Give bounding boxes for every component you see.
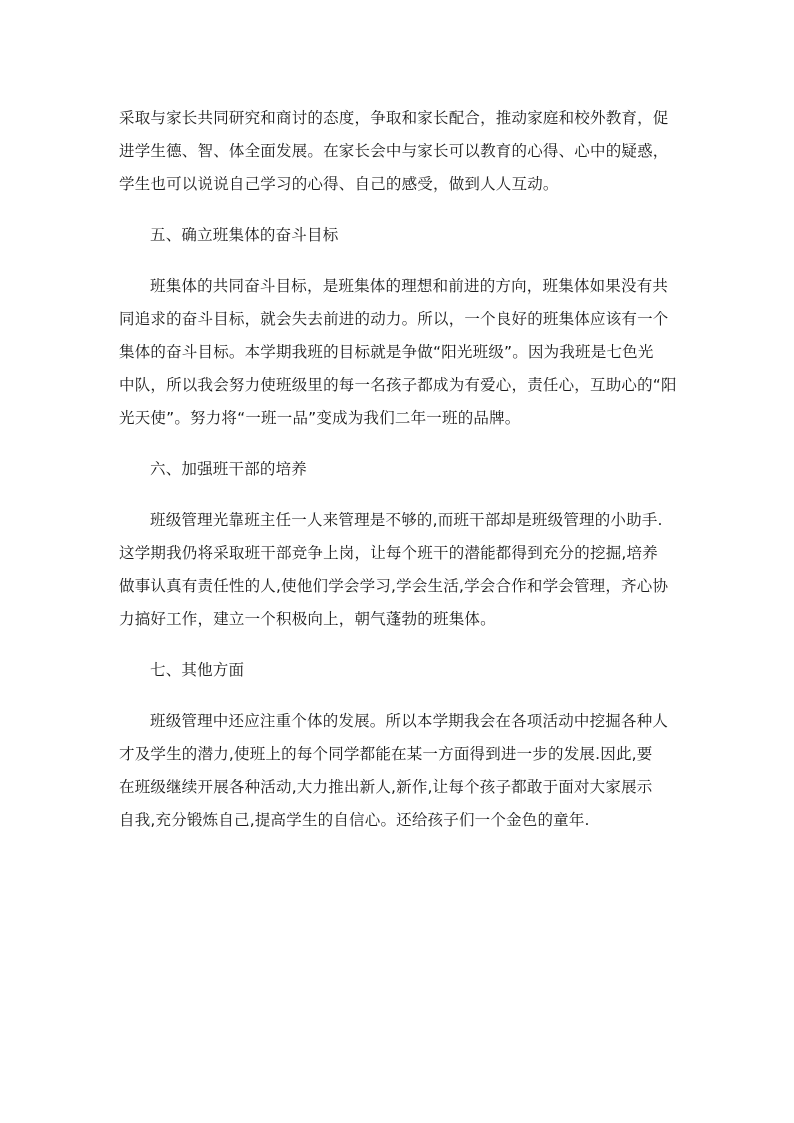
paragraph-section-7 (119, 705, 679, 837)
text-line: 采取与家长共同研究和商讨的态度，争取和家长配合，推动家庭和校外教育，促 (119, 109, 669, 127)
paragraph-intro (119, 102, 679, 201)
text-line: 力搞好工作，建立一个积极向上，朝气蓬勃的班集体。 (119, 610, 496, 628)
text-line: 自我,充分锻炼自己,提高学生的自信心。还给孩子们一个金色的童年. (119, 811, 590, 829)
paragraph-section-5 (119, 270, 679, 435)
paragraph-section-6 (119, 504, 679, 636)
section-heading-7: 七、其他方面 (150, 661, 245, 679)
document-body (119, 102, 679, 837)
text-line: 班级管理光靠班主任一人来管理是不够的,而班干部却是班级管理的小助手. (150, 511, 663, 529)
text-line: 这学期我仍将采取班干部竞争上岗，让每个班干的潜能都得到充分的挖掘,培养 (119, 544, 658, 562)
text-line: 光天使”。努力将“一班一品”变成为我们二年一班的品牌。 (119, 409, 521, 427)
text-line: 在班级继续开展各种活动,大力推出新人,新作,让每个孩子都敢于面对大家展示 (119, 778, 653, 796)
text-line: 班级管理中还应注重个体的发展。所以本学期我会在各项活动中挖掘各种人 (150, 712, 669, 730)
text-line: 同追求的奋斗目标，就会失去前进的动力。所以，一个良好的班集体应该有一个 (119, 310, 669, 328)
text-line: 进学生德、智、体全面发展。在家长会中与家长可以教育的心得、心中的疑惑， (119, 142, 669, 160)
section-heading-6: 六、加强班干部的培养 (150, 460, 308, 478)
text-line: 班集体的共同奋斗目标，是班集体的理想和前进的方向，班集体如果没有共 (150, 277, 669, 295)
section-heading-5: 五、确立班集体的奋斗目标 (150, 226, 339, 244)
text-line: 中队，所以我会努力使班级里的每一名孩子都成为有爱心，责任心，互助心的“阳 (119, 376, 677, 394)
text-line: 才及学生的潜力,使班上的每个同学都能在某一方面得到进一步的发展.因此,要 (119, 745, 653, 763)
text-line: 集体的奋斗目标。本学期我班的目标就是争做“阳光班级”。因为我班是七色光 (119, 343, 654, 361)
text-line: 做事认真有责任性的人,使他们学会学习,学会生活,学会合作和学会管理，齐心协 (119, 577, 669, 595)
text-line: 学生也可以说说自己学习的心得、自己的感受，做到人人互动。 (119, 175, 559, 193)
